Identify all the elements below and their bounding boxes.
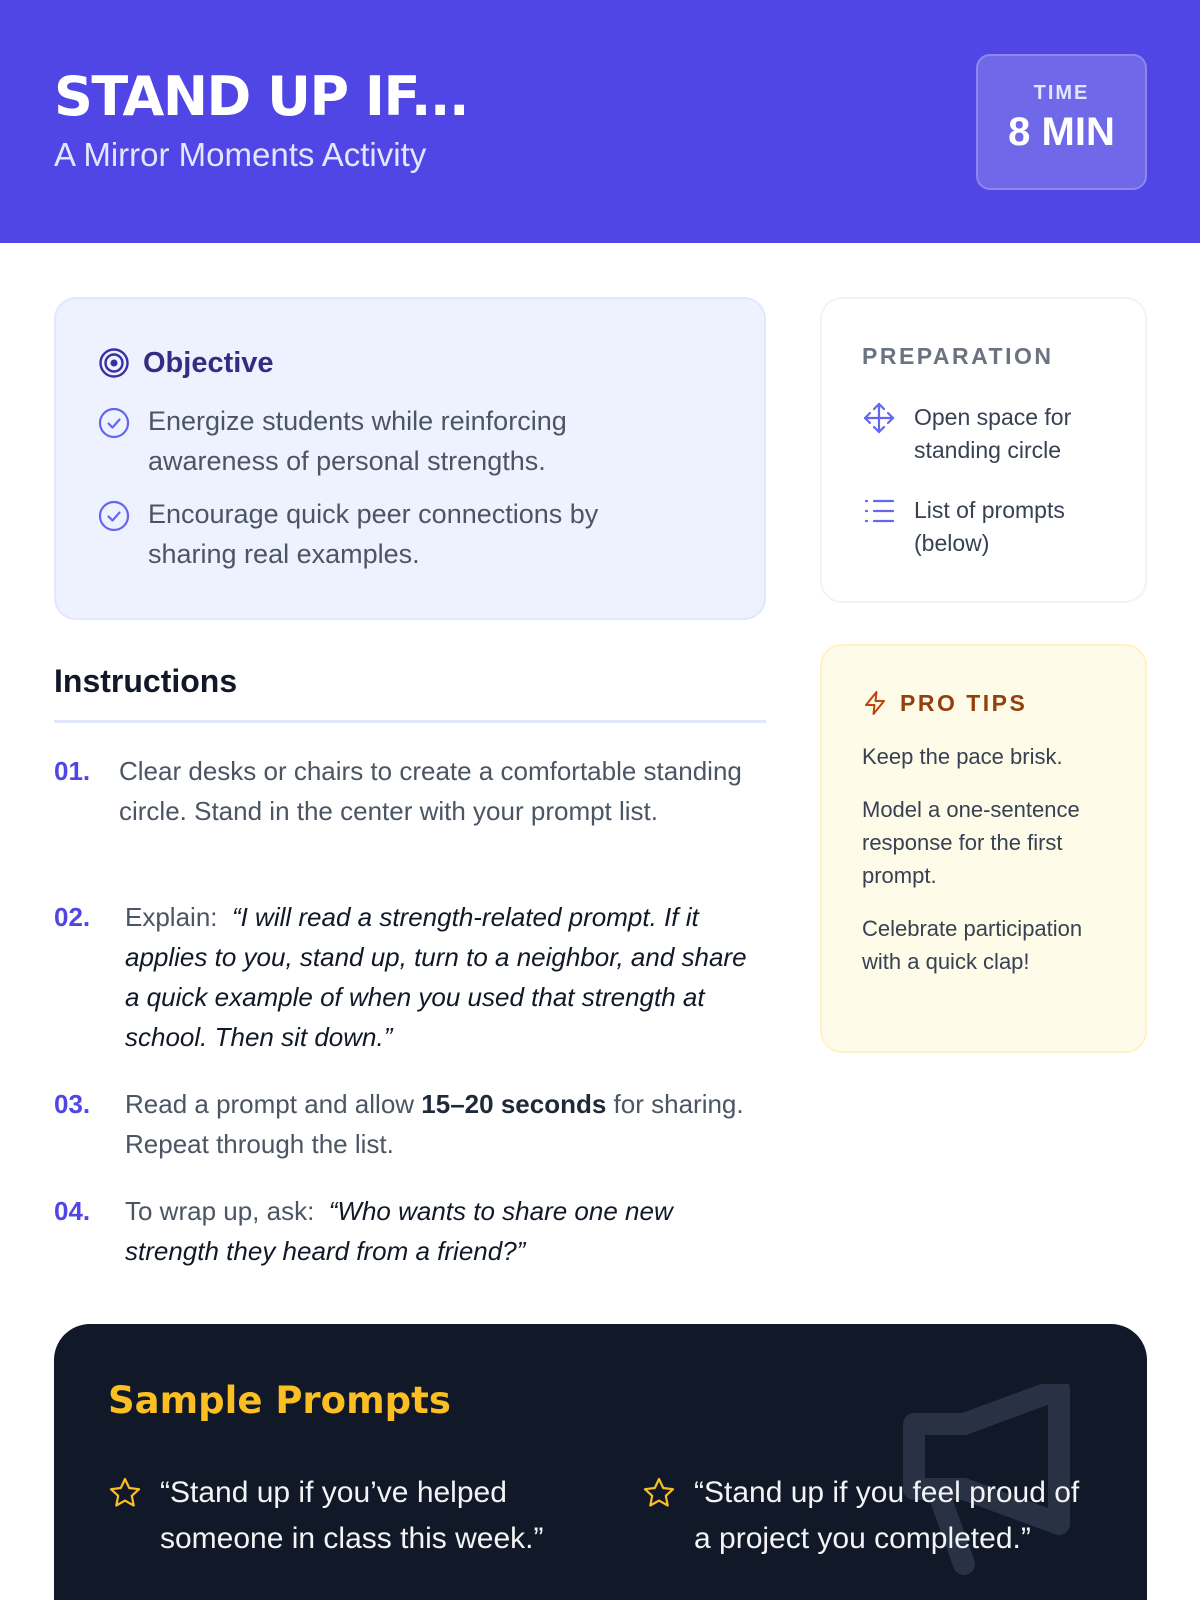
pro-tips-header (862, 690, 1027, 716)
pro-tip: Model a one-sentence response for the first prompt. (862, 797, 1080, 888)
sample-prompts-title: Sample Prompts (108, 1379, 451, 1422)
move-arrows-icon (862, 401, 896, 435)
step-number: 04. (54, 1196, 91, 1226)
instructions-divider (54, 720, 766, 723)
pro-tips-title: PRO TIPS (900, 689, 1028, 716)
pro-tip: Keep the pace brisk. (862, 744, 1063, 769)
objective-text: Encourage quick peer connections by sharing real examples. (148, 499, 599, 569)
step-quote: “Who wants to share one new strength they heard from a friend?” (125, 1196, 673, 1266)
instruction-step (54, 1191, 766, 1271)
preparation-card (820, 297, 1147, 603)
instruction-step (54, 1084, 766, 1164)
step-post: for sharing. Repeat through the list. (125, 1089, 744, 1159)
step-lead: To wrap up, ask: (125, 1196, 315, 1226)
header-banner (0, 0, 1200, 243)
objective-text: Energize students while reinforcing awareness of personal strengths. (148, 406, 567, 476)
step-duration: 15–20 seconds (421, 1089, 607, 1119)
objective-item (98, 401, 648, 481)
star-icon (642, 1476, 676, 1510)
preparation-item (862, 494, 1114, 560)
time-value: 8 MIN (1008, 110, 1115, 154)
preparation-text: Open space for standing circle (914, 404, 1072, 463)
step-lead: Explain: (125, 902, 218, 932)
step-text (125, 1191, 766, 1271)
check-circle-icon (98, 407, 130, 439)
page-subtitle: A Mirror Moments Activity (54, 136, 427, 173)
instructions-title: Instructions (54, 663, 238, 699)
preparation-item (862, 401, 1114, 467)
sample-prompt-text: “Stand up if you feel proud of a project you completed.” (694, 1476, 1080, 1555)
pro-tip: Celebrate participation with a quick clap! (862, 916, 1083, 974)
step-number: 03. (54, 1089, 91, 1119)
lightning-icon (862, 690, 888, 716)
objective-title: Objective (143, 346, 274, 379)
sample-prompt-text: “Stand up if you’ve helped someone in class this week.” (160, 1476, 544, 1555)
instruction-step (54, 751, 766, 831)
sample-prompt (108, 1470, 560, 1562)
time-badge (976, 54, 1147, 190)
target-icon (98, 347, 130, 379)
pro-tips-card (820, 644, 1147, 1053)
list-icon (862, 494, 896, 528)
sample-prompts-panel (54, 1324, 1147, 1600)
step-text (125, 1084, 766, 1164)
step-quote: “I will read a strength-related prompt. If it applies to you, stand up, turn to a neighbor, and share a quick example of when you used that strength at school. Then sit down.” (125, 902, 747, 1052)
preparation-text: List of prompts (below) (914, 497, 1065, 556)
sample-prompt (642, 1470, 1094, 1562)
check-circle-icon (98, 500, 130, 532)
time-label: TIME (1033, 82, 1090, 104)
star-icon (108, 1476, 142, 1510)
step-number: 02. (54, 902, 91, 932)
step-pre: Read a prompt and allow (125, 1089, 415, 1119)
step-text (125, 897, 766, 1057)
preparation-title: PREPARATION (862, 343, 1054, 369)
objective-card (54, 297, 766, 620)
step-text: Clear desks or chairs to create a comfortable standing circle. Stand in the center with your prompt list. (119, 756, 742, 826)
objective-item (98, 494, 648, 574)
page-title: STAND UP IF... (54, 65, 468, 128)
instruction-step (54, 897, 766, 1057)
step-number: 01. (54, 756, 91, 786)
objective-header (98, 347, 274, 379)
